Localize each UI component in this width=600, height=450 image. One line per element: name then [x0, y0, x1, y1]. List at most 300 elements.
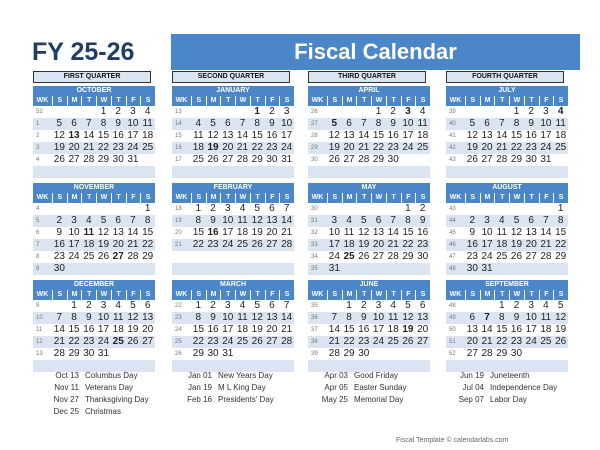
weekday-label: W — [509, 290, 524, 300]
weekday-label: S — [327, 193, 342, 203]
week-number-header: WK — [33, 193, 52, 203]
day-cell — [356, 203, 371, 215]
day-cell: 19 — [510, 239, 523, 250]
day-cell: 19 — [555, 324, 567, 335]
week-number-header: WK — [33, 96, 52, 106]
day-cell: 21 — [540, 239, 552, 250]
day-cell: 21 — [387, 239, 399, 250]
day-cell: 30 — [466, 263, 478, 274]
day-cell: 27 — [343, 154, 355, 165]
day-cell: 18 — [112, 324, 124, 335]
week-number-header: WK — [308, 193, 327, 203]
day-cell: 20 — [266, 324, 278, 335]
week-number: 32 — [311, 230, 318, 236]
week-number: 49 — [449, 315, 456, 321]
day-cell: 5 — [100, 215, 107, 226]
day-cell: 24 — [328, 251, 340, 262]
week-number: 30 — [311, 157, 318, 163]
weekday-label: F — [265, 290, 280, 300]
weekday-label: T — [250, 96, 265, 106]
day-cell: 21 — [53, 336, 65, 347]
day-cell: 17 — [525, 324, 537, 335]
day-cell: 29 — [68, 348, 80, 359]
day-cell: 1 — [498, 300, 505, 311]
week-row — [308, 263, 430, 275]
day-cell — [480, 166, 495, 178]
day-cell: 23 — [417, 239, 429, 250]
day-cell: 30 — [358, 348, 370, 359]
day-cell: 25 — [387, 336, 399, 347]
week-number-header: WK — [172, 290, 191, 300]
day-cell: 18 — [540, 324, 552, 335]
day-cell: 2 — [513, 300, 520, 311]
weekday-label: W — [235, 193, 250, 203]
day-cell — [480, 300, 495, 312]
weekday-label: T — [386, 290, 401, 300]
day-cell: 20 — [466, 336, 478, 347]
day-cell: 29 — [343, 348, 355, 359]
day-cell: 9 — [115, 118, 121, 129]
week-row — [446, 166, 568, 178]
day-cell: 14 — [83, 130, 95, 141]
day-cell: 23 — [387, 142, 399, 153]
weekday-label: M — [67, 290, 82, 300]
week-number: 25 — [175, 339, 182, 345]
week-row — [33, 106, 155, 118]
month-name: APRIL — [308, 86, 430, 96]
week-number: 23 — [175, 315, 182, 321]
holiday-list-2 — [181, 370, 274, 406]
holiday-list-1 — [48, 370, 149, 418]
day-cell: 9 — [56, 227, 63, 238]
day-cell: 20 — [112, 239, 124, 250]
week-number: 9 — [36, 266, 40, 272]
week-row — [172, 166, 294, 178]
day-cell: 1 — [254, 106, 260, 117]
day-cell: 8 — [254, 118, 260, 129]
weekday-label: S — [191, 193, 206, 203]
week-number: 44 — [449, 218, 456, 224]
day-cell: 9 — [528, 118, 534, 129]
month-december — [33, 280, 155, 372]
day-cell: 24 — [481, 251, 493, 262]
week-row — [172, 239, 294, 251]
week-row — [446, 154, 568, 166]
day-cell: 23 — [207, 239, 219, 250]
week-number: 21 — [175, 242, 182, 248]
week-number: 1 — [36, 121, 40, 127]
day-cell: 15 — [142, 227, 154, 238]
weekday-label: T — [494, 290, 509, 300]
holiday-entry — [317, 394, 406, 406]
week-number-header: WK — [446, 96, 465, 106]
day-cell: 29 — [402, 251, 414, 262]
day-cell — [279, 166, 294, 178]
day-cell: 5 — [469, 118, 476, 129]
day-cell: 27 — [68, 154, 80, 165]
day-cell: 13 — [112, 227, 124, 238]
week-number: 31 — [311, 218, 318, 224]
weekday-label: F — [126, 290, 141, 300]
month-name: NOVEMBER — [33, 183, 155, 193]
week-row — [308, 227, 430, 239]
day-cell: 3 — [543, 106, 549, 117]
holiday-name: Easter Sunday — [354, 383, 407, 392]
weekday-label: S — [279, 96, 294, 106]
week-row — [33, 312, 155, 324]
week-number: 48 — [449, 266, 456, 272]
day-cell — [415, 154, 430, 166]
week-number: 42 — [449, 145, 456, 151]
week-number: 16 — [175, 145, 182, 151]
day-cell: 23 — [358, 336, 370, 347]
week-row — [172, 324, 294, 336]
day-cell — [191, 263, 206, 275]
day-cell: 4 — [346, 215, 352, 226]
day-cell: 27 — [266, 239, 278, 250]
holiday-name: Veterans Day — [85, 383, 134, 392]
day-cell: 28 — [53, 348, 65, 359]
day-cell: 7 — [130, 215, 136, 226]
day-cell: 11 — [142, 118, 153, 129]
week-row — [446, 324, 568, 336]
day-cell — [371, 203, 386, 215]
week-row — [172, 227, 294, 239]
day-cell: 17 — [97, 324, 110, 335]
weekday-label: M — [67, 193, 82, 203]
weekday-label: S — [327, 290, 342, 300]
day-cell: 26 — [97, 251, 110, 262]
day-cell: 11 — [540, 312, 552, 323]
week-number: 34 — [311, 254, 318, 260]
week-row — [446, 239, 568, 251]
day-cell: 24 — [281, 142, 293, 153]
day-cell: 4 — [85, 215, 92, 226]
week-number — [308, 166, 327, 178]
weekday-label: S — [465, 290, 480, 300]
week-number: 4 — [36, 206, 40, 212]
week-number — [172, 166, 191, 178]
weekday-header — [33, 193, 155, 203]
day-cell: 8 — [513, 118, 520, 129]
month-may — [308, 183, 430, 275]
week-number: 6 — [36, 230, 40, 236]
week-row — [172, 336, 294, 348]
day-cell: 16 — [510, 324, 523, 335]
day-cell: 21 — [281, 227, 293, 238]
month-october — [33, 86, 155, 178]
weekday-label: F — [539, 290, 554, 300]
day-cell — [401, 263, 416, 275]
day-cell — [371, 166, 386, 178]
day-cell: 19 — [127, 324, 139, 335]
day-cell: 27 — [417, 336, 429, 347]
holiday-date: Nov 11 — [54, 383, 79, 392]
week-row — [446, 300, 568, 312]
month-name: FEBRUARY — [172, 183, 294, 193]
week-number: 9 — [36, 303, 40, 309]
day-cell: 22 — [402, 239, 414, 250]
day-cell — [250, 263, 265, 275]
day-cell: 5 — [360, 215, 367, 226]
day-cell — [81, 106, 96, 118]
day-cell: 15 — [192, 227, 204, 238]
month-name: JULY — [446, 86, 568, 96]
day-cell: 2 — [360, 300, 367, 311]
week-number: 10 — [36, 315, 43, 321]
day-cell — [279, 348, 294, 360]
week-number: 36 — [311, 315, 318, 321]
week-row — [308, 215, 430, 227]
day-cell: 9 — [210, 312, 216, 323]
weekday-label: S — [465, 96, 480, 106]
day-cell: 28 — [127, 251, 139, 262]
day-cell: 3 — [71, 215, 77, 226]
day-cell — [415, 360, 430, 372]
weekday-label: T — [81, 96, 96, 106]
week-row — [308, 203, 430, 215]
day-cell: 18 — [387, 324, 399, 335]
day-cell: 15 — [496, 324, 508, 335]
day-cell: 29 — [251, 154, 263, 165]
day-cell: 26 — [510, 251, 523, 262]
weekday-label: M — [480, 290, 495, 300]
day-cell: 18 — [142, 130, 154, 141]
weekday-label: T — [250, 193, 265, 203]
day-cell: 3 — [528, 300, 534, 311]
week-number-header: WK — [446, 290, 465, 300]
day-cell — [67, 203, 82, 215]
day-cell: 20 — [222, 142, 234, 153]
day-cell: 17 — [402, 130, 414, 141]
day-cell: 17 — [540, 130, 552, 141]
day-cell — [126, 166, 141, 178]
day-cell: 31 — [127, 154, 139, 165]
day-cell: 12 — [510, 227, 523, 238]
day-cell: 2 — [56, 215, 63, 226]
week-row — [33, 324, 155, 336]
week-row — [446, 251, 568, 263]
day-cell: 23 — [112, 142, 124, 153]
day-cell: 5 — [557, 300, 564, 311]
day-cell: 7 — [484, 312, 490, 323]
day-cell: 2 — [469, 215, 476, 226]
day-cell — [415, 166, 430, 178]
day-cell: 13 — [417, 312, 429, 323]
weekday-label: T — [220, 290, 235, 300]
day-cell: 31 — [540, 154, 552, 165]
day-cell — [524, 263, 539, 275]
day-cell: 4 — [239, 203, 246, 214]
day-cell: 30 — [525, 154, 537, 165]
week-number: 7 — [36, 242, 40, 248]
day-cell: 16 — [207, 324, 219, 335]
weekday-header — [308, 96, 430, 106]
day-cell: 15 — [372, 130, 385, 141]
day-cell: 3 — [100, 300, 107, 311]
day-cell: 14 — [236, 130, 249, 141]
day-cell: 13 — [372, 227, 385, 238]
weekday-label: W — [371, 290, 386, 300]
day-cell: 16 — [358, 324, 370, 335]
day-cell: 9 — [390, 118, 396, 129]
day-cell: 2 — [419, 203, 426, 214]
week-row — [308, 324, 430, 336]
weekday-label: F — [126, 96, 141, 106]
weekday-label: M — [206, 290, 221, 300]
day-cell — [206, 251, 221, 263]
day-cell — [524, 348, 539, 360]
day-cell: 2 — [115, 106, 121, 117]
day-cell: 28 — [387, 251, 399, 262]
week-number: 18 — [175, 206, 182, 212]
day-cell: 6 — [224, 118, 231, 129]
week-row — [308, 348, 430, 360]
day-cell: 8 — [144, 215, 151, 226]
week-row — [33, 300, 155, 312]
day-cell: 24 — [68, 251, 80, 262]
day-cell: 21 — [281, 324, 293, 335]
day-cell: 22 — [142, 239, 154, 250]
day-cell: 15 — [343, 324, 355, 335]
weekday-label: W — [371, 193, 386, 203]
week-number: 52 — [36, 109, 43, 115]
day-cell — [67, 166, 82, 178]
day-cell: 12 — [127, 312, 139, 323]
day-cell: 6 — [528, 215, 534, 226]
week-number: 3 — [36, 145, 40, 151]
day-cell: 11 — [113, 312, 124, 323]
week-number: 27 — [311, 121, 318, 127]
day-cell: 11 — [193, 130, 204, 141]
holiday-name: Labor Day — [490, 395, 527, 404]
week-row — [308, 154, 430, 166]
day-cell: 9 — [419, 215, 426, 226]
weekday-label: S — [191, 96, 206, 106]
week-row — [446, 118, 568, 130]
day-cell: 7 — [239, 118, 246, 129]
week-row — [308, 336, 430, 348]
week-number: 33 — [311, 242, 318, 248]
day-cell: 4 — [195, 118, 202, 129]
holiday-name: Presidents' Day — [218, 395, 274, 404]
weekday-header — [172, 96, 294, 106]
day-cell: 3 — [130, 106, 136, 117]
day-cell — [96, 263, 111, 275]
week-row — [308, 142, 430, 154]
week-row — [172, 130, 294, 142]
week-number — [172, 251, 191, 263]
day-cell: 25 — [496, 251, 508, 262]
week-row — [33, 227, 155, 239]
week-number: 39 — [311, 351, 318, 357]
week-number: 13 — [36, 351, 43, 357]
day-cell: 14 — [127, 227, 139, 238]
day-cell: 14 — [540, 227, 552, 238]
week-row — [308, 118, 430, 130]
holiday-entry — [453, 370, 557, 382]
week-row — [446, 312, 568, 324]
day-cell: 17 — [281, 130, 293, 141]
weekday-label: M — [480, 96, 495, 106]
week-number: 14 — [175, 121, 182, 127]
day-cell: 1 — [557, 203, 564, 214]
holiday-date: Sep 07 — [458, 395, 484, 404]
day-cell: 31 — [97, 348, 110, 359]
week-row — [172, 106, 294, 118]
day-cell: 31 — [222, 348, 234, 359]
week-number — [446, 166, 465, 178]
day-cell: 24 — [540, 142, 552, 153]
weekday-label: M — [342, 290, 357, 300]
day-cell: 15 — [192, 324, 204, 335]
week-number-header: WK — [446, 193, 465, 203]
day-cell: 15 — [510, 130, 523, 141]
day-cell: 4 — [543, 300, 549, 311]
weekday-header — [308, 193, 430, 203]
day-cell: 3 — [283, 106, 290, 117]
quarter-label-1: FIRST QUARTER — [33, 71, 151, 83]
day-cell: 12 — [251, 312, 263, 323]
weekday-label: W — [509, 193, 524, 203]
holiday-name: Christmas — [85, 407, 122, 416]
week-number: 11 — [36, 327, 43, 333]
day-cell: 2 — [85, 300, 92, 311]
day-cell: 8 — [557, 215, 564, 226]
day-cell: 2 — [390, 106, 396, 117]
day-cell — [235, 348, 250, 360]
week-number — [33, 166, 52, 178]
day-cell: 16 — [417, 227, 429, 238]
day-cell: 3 — [224, 300, 231, 311]
day-cell: 10 — [402, 118, 414, 129]
day-cell — [81, 166, 96, 178]
day-cell: 16 — [387, 130, 399, 141]
day-cell: 22 — [343, 336, 355, 347]
day-cell: 5 — [210, 118, 216, 129]
day-cell: 5 — [405, 300, 411, 311]
day-cell: 21 — [127, 239, 139, 250]
holiday-date: Feb 16 — [187, 395, 212, 404]
day-cell: 26 — [466, 154, 478, 165]
day-cell: 27 — [266, 336, 278, 347]
day-cell: 19 — [402, 324, 414, 335]
day-cell: 27 — [372, 251, 385, 262]
day-cell — [386, 166, 401, 178]
day-cell: 28 — [540, 251, 552, 262]
day-cell: 26 — [251, 239, 263, 250]
day-cell — [371, 348, 386, 360]
day-cell — [401, 154, 416, 166]
day-cell: 16 — [53, 239, 65, 250]
day-cell: 10 — [372, 312, 385, 323]
month-november — [33, 183, 155, 275]
day-cell — [52, 300, 67, 312]
day-cell: 29 — [496, 348, 508, 359]
day-cell: 22 — [97, 142, 110, 153]
day-cell: 25 — [540, 336, 552, 347]
day-cell: 13 — [142, 312, 154, 323]
day-cell: 9 — [269, 118, 275, 129]
day-cell: 3 — [375, 300, 382, 311]
day-cell: 23 — [525, 142, 537, 153]
day-cell: 27 — [466, 348, 478, 359]
week-number: 17 — [175, 157, 182, 163]
day-cell: 27 — [525, 251, 537, 262]
day-cell: 7 — [283, 203, 290, 214]
footer-credit: Fiscal Template © calendarlabs.com — [396, 437, 509, 444]
week-row — [172, 203, 294, 215]
